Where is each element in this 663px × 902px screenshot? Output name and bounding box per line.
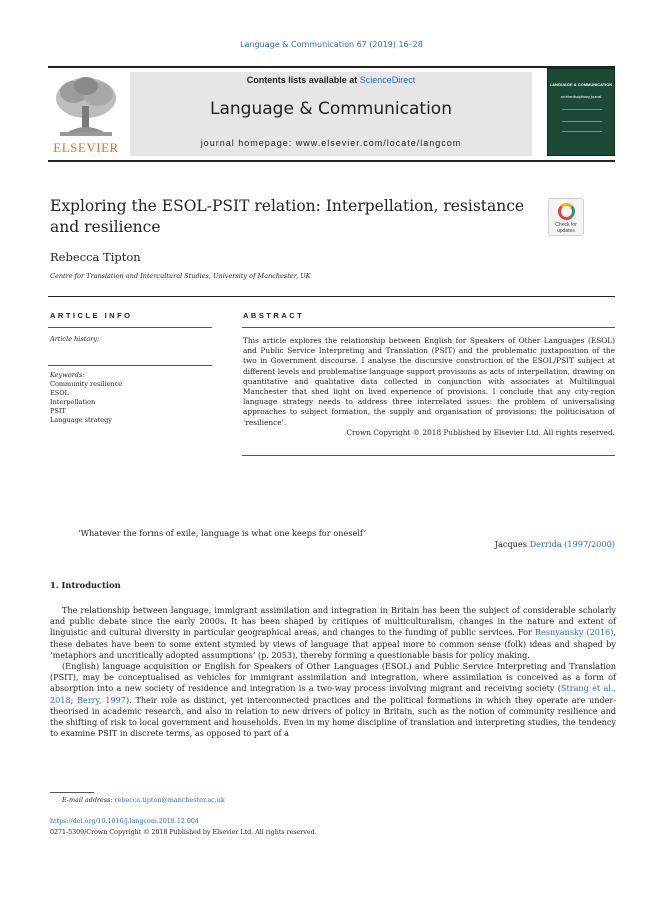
journal-banner	[130, 72, 532, 156]
article-info-rule	[48, 327, 212, 328]
keywords-list	[50, 371, 122, 425]
homepage-link[interactable]: www.elsevier.com/locate/langcom	[295, 138, 462, 148]
abstract-body	[243, 336, 615, 438]
keyword: Community resilience	[50, 380, 123, 388]
sciencedirect-link[interactable]: ScienceDirect	[359, 75, 416, 85]
abstract-text: This article explores the relationship between English for Speakers of Other Languages (ESOL) and Public Service Interpreting and Translation (PSIT) and the problematic juxtaposition of the two in Government discourse. I analyse the discursive construction of the ESOL/PSIT subject at different levels and problematise language support provisions as acts of interpellation, drawing on quantitative and qualitative data collected in conjunction with associates at Multilingual Manchester that shed light on lived experience of provisions. I conclude that any city-region language strategy needs to address three interrelated issues: the problem of universalising approaches to subject formation, the supply and organisation of provisions; the politicisation of ‘resilience’.	[243, 336, 615, 427]
journal-title: Language & Communication	[210, 99, 452, 119]
epigraph-author: Jacques	[494, 539, 530, 549]
contents-prefix: Contents lists available at	[246, 75, 360, 85]
journal-cover-thumbnail[interactable]	[547, 68, 615, 156]
author-affiliation: Centre for Translation and Intercultural Studies, University of Manchester, UK	[50, 272, 311, 280]
article-history-label: Article history:	[50, 335, 100, 343]
keywords-label: Keywords:	[50, 371, 85, 379]
abstract-rule	[242, 327, 615, 328]
title-line-2: and resilience	[50, 218, 161, 236]
epigraph-reference-link[interactable]: Derrida (1997/2000)	[529, 539, 615, 549]
email-label: E-mail address:	[62, 796, 115, 804]
abstract-copyright: Crown Copyright © 2018 Published by Elsevier Ltd. All rights reserved.	[346, 427, 615, 437]
header-bottom-rule	[48, 160, 615, 162]
article-title	[50, 196, 540, 238]
keyword: Interpellation	[50, 398, 96, 406]
paragraph: The relationship between language, immigrant assimilation and integration in Britain has been the subject of considerable scholarly and public debate since the early 2000s. It has been shaped by critiques of multiculturalism, changes in the nature and extent of linguistic and cultural diversity in particular geographical areas, and changes to the funding of public services. For Resnyansky (2016), these debates have been to some extent stymied by views of language that appeal more to common sense (folk) ideas and shaped by ‘metaphors and uncritically adopted assumptions’ (p. 2053), thereby forming a questionable basis for policy making.	[50, 605, 616, 660]
author-name[interactable]: Rebecca Tipton	[50, 250, 141, 264]
keyword: PSIT	[50, 407, 66, 415]
check-for-updates-button[interactable]	[548, 198, 584, 236]
footnote-rule	[50, 792, 94, 793]
keywords-rule	[48, 365, 212, 366]
abstract-bottom-rule	[242, 455, 615, 456]
section-divider	[48, 296, 615, 297]
homepage-prefix: journal homepage:	[200, 138, 296, 148]
email-link[interactable]: rebecca.tipton@manchester.ac.uk	[114, 796, 225, 804]
reference-link[interactable]: Strang et al., 2018	[50, 683, 617, 705]
contents-available	[130, 75, 532, 85]
elsevier-logo	[48, 72, 124, 156]
title-line-1: Exploring the ESOL-PSIT relation: Interpellation, resistance	[50, 197, 525, 215]
issn-copyright: 0271-5309/Crown Copyright © 2018 Published by Elsevier Ltd. All rights reserved.	[50, 829, 317, 836]
cover-title: LANGUAGE & COMMUNICATION	[549, 82, 613, 87]
cover-line	[562, 131, 602, 132]
abstract-heading: ABSTRACT	[243, 311, 305, 320]
cover-subtitle: an interdisciplinary journal	[560, 95, 602, 99]
footnote-email	[62, 796, 225, 804]
keyword: Language strategy	[50, 416, 112, 424]
header-top-rule	[48, 66, 615, 68]
journal-citation[interactable]: Language & Communication 67 (2019) 16–28	[240, 40, 423, 49]
publisher-logo-text: ELSEVIER	[53, 140, 119, 155]
cover-line	[562, 109, 602, 110]
elsevier-tree-icon	[48, 72, 124, 142]
cover-line	[562, 121, 602, 122]
epigraph-attribution	[495, 539, 615, 549]
introduction-body	[50, 605, 616, 739]
reference-link[interactable]: Berry, 1997	[77, 694, 126, 705]
reference-link[interactable]: Resnyansky (2016)	[534, 627, 614, 638]
journal-homepage	[130, 138, 532, 148]
crossmark-icon	[558, 203, 575, 220]
article-info-heading: ARTICLE INFO	[50, 311, 133, 320]
keyword: ESOL	[50, 389, 69, 397]
section-heading-introduction: 1. Introduction	[50, 580, 121, 590]
paragraph: (English) language acquisition or English for Speakers of Other Languages (ESOL) and Public Service Interpreting and Translation (PSIT), may be conceptualised as vehicles for immigrant assimilation and integration, where assimilation is conceived as a form of absorption into a new society of residence and integration is a two-way process involving migrant and receiving society (Strang et al., 2018; Berry, 1997). Their role as distinct, yet interconnected practices and the political formations in which they operate are under-theorised in academic research, and also in relation to new drivers of policy in Britain, such as the notion of community resilience and the shifting of risk to local government and households. Even in my home discipline of translation and interpreting studies, the tendency to examine PSIT in discrete terms, as opposed to part of a	[50, 661, 617, 739]
doi-link[interactable]: https://doi.org/10.1016/j.langcom.2018.12.004	[50, 818, 199, 825]
epigraph-quote: ‘Whatever the forms of exile, language is what one keeps for oneself’	[78, 528, 367, 538]
check-for-updates-label: Check for updates	[555, 222, 577, 234]
